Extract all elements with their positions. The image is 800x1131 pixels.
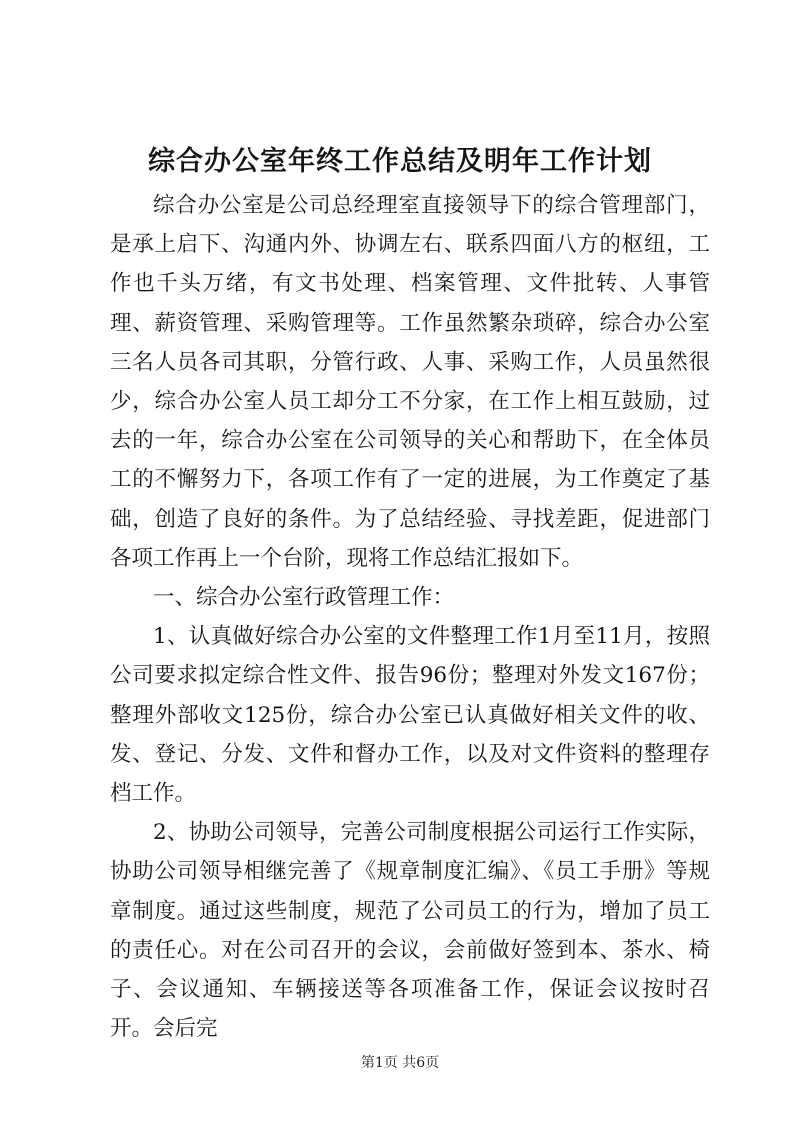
- section-heading-admin: 一、综合办公室行政管理工作：: [153, 585, 455, 611]
- page-footer: 第1页 共6页: [360, 1055, 440, 1071]
- document-title: 综合办公室年终工作总结及明年工作计划: [148, 146, 652, 177]
- document-body: [110, 186, 710, 1048]
- paragraph-intro: 综合办公室是公司总经理室直接领导下的综合管理部门，是承上启下、沟通内外、协调左右、联系四面八方的枢纽，工作也千头万绪，有文书处理、档案管理、文件批转、人事管理、薪资管理、采购管理等。工作虽然繁杂琐碎，综合办公室三名人员各司其职，分管行政、人事、采购工作，人员虽然很少，综合办公室人员工却分工不分家，在工作上相互鼓励，过去的一年，综合办公室在公司领导的关心和帮助下，在全体员工的不懈努力下，各项工作有了一定的进展，为工作奠定了基础，创造了良好的条件。为了总结经验、寻找差距，促进部门各项工作再上一个台阶，现将工作总结汇报如下。: [110, 193, 710, 571]
- paragraph-item-2: 2、协助公司领导，完善公司制度根据公司运行工作实际，协助公司领导相继完善了《规章制度汇编》、《员工手册》等规章制度。通过这些制度，规范了公司员工的行为，增加了员工的责任心。对在公司召开的会议，会前做好签到本、茶水、椅子、会议通知、车辆接送等各项准备工作，保证会议按时召开。会后完: [110, 820, 710, 1042]
- paragraph-item-1: 1、认真做好综合办公室的文件整理工作1月至11月，按照公司要求拟定综合性文件、报告96份；整理对外发文167份；整理外部收文125份，综合办公室已认真做好相关文件的收、发、登记、分发、文件和督办工作，以及对文件资料的整理存档工作。: [110, 624, 710, 807]
